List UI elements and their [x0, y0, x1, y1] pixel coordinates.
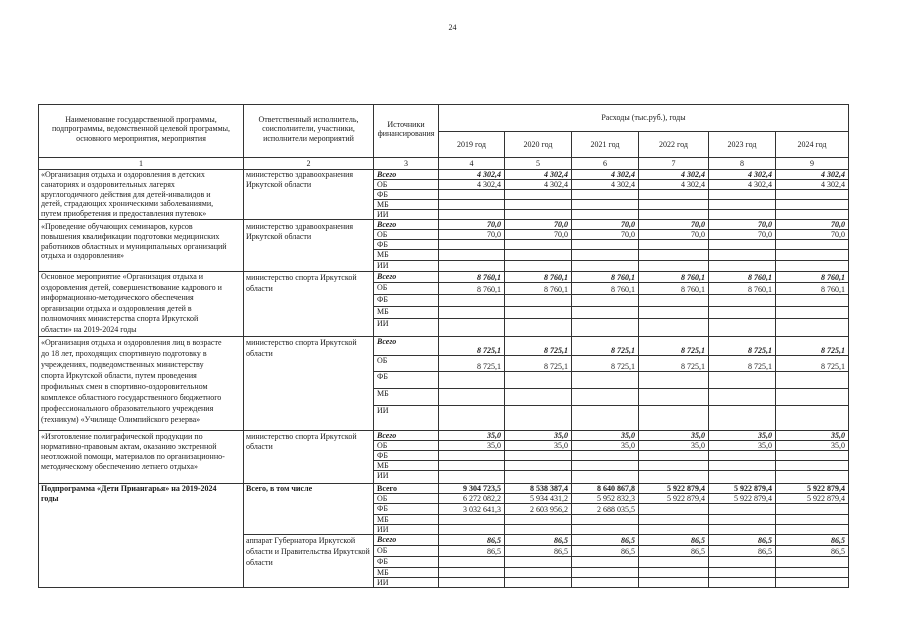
amount-cell: 8 640 867,8: [571, 483, 639, 494]
executor-line: министерство здравоохранения: [246, 222, 354, 231]
header-executor-line: исполнители мероприятий: [263, 133, 354, 143]
amount-cell: 86,5: [708, 534, 776, 546]
amount-cell: 4 302,4: [504, 169, 572, 180]
source-label-cell: ФБ: [373, 556, 439, 568]
amount-cell: 5 934 431,2: [504, 493, 572, 504]
executor-line: Иркутской области: [246, 179, 312, 189]
executor-cell: [243, 271, 374, 337]
amount-cell: 8 725,1: [708, 355, 776, 372]
program-name-line: «Изготовление полиграфической продукции по: [41, 432, 203, 441]
amount-cell: 70,0: [775, 229, 849, 240]
header-year-cell: 2023 год: [708, 131, 776, 158]
program-name-line: Основное мероприятие «Организация отдыха и: [41, 272, 204, 281]
amount-cell: 8 760,1: [504, 282, 572, 295]
source-label-cell: ФБ: [373, 294, 439, 307]
program-name-line: полномочиях министерства спорта Иркутской: [41, 314, 199, 324]
program-name-cell: [38, 271, 244, 337]
amount-cell: 4 302,4: [571, 169, 639, 180]
amount-cell: 8 725,1: [438, 336, 505, 356]
source-label-cell: Всего: [373, 169, 439, 180]
header-executor-line: соисполнители, участники,: [262, 124, 355, 134]
program-name-line: спорта Иркутской области, путем проведения: [41, 371, 197, 380]
amount-cell: 70,0: [638, 219, 709, 230]
amount-cell: 35,0: [775, 440, 849, 451]
amount-cell: 35,0: [708, 440, 776, 451]
source-label-cell: ИИ: [373, 209, 439, 220]
amount-cell: 4 302,4: [638, 179, 709, 190]
source-label-cell: ФБ: [373, 239, 439, 250]
column-number-cell: 4: [438, 157, 505, 170]
amount-cell: 35,0: [708, 430, 776, 441]
column-number-cell: 6: [571, 157, 639, 170]
program-name-line: организации отдыха и оздоровления детей в: [41, 303, 192, 313]
header-name-line: Наименование государственной программы,: [65, 114, 217, 124]
amount-cell: [438, 318, 505, 337]
amount-cell: [571, 470, 639, 484]
amount-cell: [775, 371, 849, 389]
amount-cell: 4 302,4: [504, 179, 572, 190]
amount-cell: 70,0: [438, 219, 505, 230]
amount-cell: 70,0: [504, 219, 572, 230]
amount-cell: 8 760,1: [571, 282, 639, 295]
amount-cell: 70,0: [504, 229, 572, 240]
executor-line: Иркутской области: [246, 231, 312, 241]
source-label-cell: ФБ: [373, 371, 439, 389]
amount-cell: [775, 318, 849, 337]
amount-cell: [571, 388, 639, 406]
amount-cell: [438, 577, 505, 588]
amount-cell: 8 760,1: [438, 282, 505, 295]
header-source-line: Источники: [387, 119, 425, 129]
amount-cell: 5 922 879,4: [708, 483, 776, 494]
executor-cell: [243, 430, 374, 484]
amount-cell: 8 725,1: [638, 336, 709, 356]
amount-cell: 4 302,4: [775, 169, 849, 180]
source-label-cell: ОБ: [373, 179, 439, 190]
amount-cell: 86,5: [638, 534, 709, 546]
amount-cell: 86,5: [571, 545, 639, 557]
program-name-line: (техникум) «Училище Олимпийского резерва»: [41, 415, 201, 424]
executor-cell: [243, 483, 374, 535]
source-label-cell: ОБ: [373, 229, 439, 240]
source-label-cell: ОБ: [373, 440, 439, 451]
source-label-cell: МБ: [373, 567, 439, 578]
program-name-line: «Организация отдыха и оздоровления в детских: [41, 170, 205, 179]
program-name-line: Подпрограмма «Дети Приангарья» на 2019-2024: [41, 484, 217, 493]
executor-cell: [243, 336, 374, 431]
amount-cell: 8 725,1: [638, 355, 709, 372]
amount-cell: 8 725,1: [571, 336, 639, 356]
header-executor-cell: [243, 104, 374, 158]
amount-cell: 8 760,1: [775, 282, 849, 295]
amount-cell: 70,0: [638, 229, 709, 240]
source-label-cell: ИИ: [373, 577, 439, 588]
executor-line: области: [246, 558, 273, 567]
amount-cell: 35,0: [638, 440, 709, 451]
amount-cell: [638, 388, 709, 406]
amount-cell: [571, 371, 639, 389]
program-name-line: работников областных и муниципальных организаций: [41, 241, 227, 251]
amount-cell: 35,0: [571, 430, 639, 441]
source-label-cell: ФБ: [373, 503, 439, 515]
header-year-cell: 2024 год: [775, 131, 849, 158]
program-name-line: повышения квалификации подготовки медицинских: [41, 231, 220, 241]
amount-cell: 4 302,4: [438, 169, 505, 180]
source-label-cell: МБ: [373, 199, 439, 210]
source-label-cell: Всего: [373, 430, 439, 441]
amount-cell: 8 725,1: [775, 336, 849, 356]
amount-cell: [504, 577, 572, 588]
program-name-line: профессионального образовательного учреждения: [41, 404, 214, 413]
amount-cell: [638, 470, 709, 484]
amount-cell: 5 922 879,4: [775, 483, 849, 494]
amount-cell: 70,0: [708, 219, 776, 230]
program-name-line: путем приобретения и предоставления путевок»: [41, 209, 207, 219]
amount-cell: [438, 405, 505, 431]
amount-cell: 8 760,1: [775, 271, 849, 283]
amount-cell: [638, 371, 709, 389]
amount-cell: 35,0: [504, 440, 572, 451]
program-name-cell: [38, 483, 244, 588]
amount-cell: 70,0: [571, 219, 639, 230]
source-label-cell: МБ: [373, 306, 439, 319]
amount-cell: 8 725,1: [504, 355, 572, 372]
executor-cell: [243, 219, 374, 272]
amount-cell: [638, 318, 709, 337]
source-label-cell: Всего: [373, 534, 439, 546]
executor-line: области: [246, 284, 273, 293]
source-label-cell: МБ: [373, 514, 439, 525]
program-name-line: годы: [41, 494, 59, 503]
program-name-line: методическому обеспечению летнего отдыха»: [41, 462, 198, 471]
program-name-cell: [38, 169, 244, 220]
program-name-cell: [38, 430, 244, 484]
executor-line: аппарат Губернатора Иркутской: [246, 536, 356, 545]
amount-cell: 70,0: [775, 219, 849, 230]
source-label-cell: ОБ: [373, 545, 439, 557]
amount-cell: 35,0: [438, 440, 505, 451]
page-number: 24: [448, 23, 457, 32]
amount-cell: [775, 470, 849, 484]
source-label-cell: ОБ: [373, 493, 439, 504]
program-name-line: учреждениях, подведомственных министерству: [41, 360, 204, 369]
program-name-line: информационно-методического обеспечения: [41, 293, 194, 303]
program-name-line: круглогодичного действия для детей-инвалидов и: [41, 189, 211, 199]
amount-cell: 6 272 082,2: [438, 493, 505, 504]
amount-cell: [638, 405, 709, 431]
amount-cell: 9 304 723,5: [438, 483, 505, 494]
column-number-cell: 9: [775, 157, 849, 170]
amount-cell: 8 538 387,4: [504, 483, 572, 494]
amount-cell: [504, 470, 572, 484]
column-number-cell: 3: [373, 157, 439, 170]
amount-cell: 8 725,1: [775, 355, 849, 372]
amount-cell: 8 725,1: [708, 336, 776, 356]
source-label-cell: ФБ: [373, 189, 439, 200]
program-name-line: комплексе областного государственного бюджетного: [41, 393, 222, 402]
source-label-cell: ОБ: [373, 355, 439, 372]
column-number-cell: 1: [38, 157, 244, 170]
source-label-cell: ИИ: [373, 318, 439, 337]
amount-cell: 70,0: [571, 229, 639, 240]
amount-cell: 4 302,4: [571, 179, 639, 190]
column-number-cell: 5: [504, 157, 572, 170]
program-name-line: области» на 2019-2024 годы: [41, 324, 137, 334]
amount-cell: 8 725,1: [571, 355, 639, 372]
header-name-line: подпрограммы, ведомственной целевой программы,: [51, 124, 231, 134]
amount-cell: 2 688 035,5: [571, 503, 639, 515]
budget-table: [38, 104, 849, 588]
header-expenses-cell: Расходы (тыс.руб.), годы: [438, 104, 849, 132]
amount-cell: [708, 388, 776, 406]
header-name-cell: [38, 104, 244, 158]
amount-cell: 86,5: [504, 534, 572, 546]
source-label-cell: МБ: [373, 249, 439, 261]
executor-line: министерство спорта Иркутской: [246, 273, 357, 282]
source-label-cell: Всего: [373, 219, 439, 230]
source-label-cell: ИИ: [373, 470, 439, 484]
executor-line: области: [246, 349, 273, 358]
amount-cell: [708, 577, 776, 588]
amount-cell: 86,5: [438, 534, 505, 546]
amount-cell: [775, 405, 849, 431]
source-label-cell: Всего: [373, 336, 439, 356]
amount-cell: [438, 371, 505, 389]
source-label-cell: ФБ: [373, 450, 439, 461]
amount-cell: [775, 388, 849, 406]
source-label-cell: МБ: [373, 460, 439, 471]
amount-cell: 4 302,4: [775, 179, 849, 190]
program-name-line: нормативно-правовым актам, оказанию экстренной: [41, 442, 217, 451]
program-name-line: санаториях и оздоровительных лагерях: [41, 179, 175, 189]
amount-cell: 35,0: [638, 430, 709, 441]
column-number-cell: 7: [638, 157, 709, 170]
column-number-cell: 8: [708, 157, 776, 170]
executor-cell: [243, 534, 374, 588]
amount-cell: 70,0: [438, 229, 505, 240]
amount-cell: 8 760,1: [638, 282, 709, 295]
amount-cell: 35,0: [571, 440, 639, 451]
amount-cell: 35,0: [438, 430, 505, 441]
amount-cell: [504, 318, 572, 337]
header-source-line: финансирования: [377, 129, 435, 138]
executor-line: министерство спорта Иркутской: [246, 432, 357, 441]
amount-cell: 35,0: [504, 430, 572, 441]
executor-line: министерство здравоохранения: [246, 170, 354, 179]
amount-cell: [571, 318, 639, 337]
amount-cell: 8 760,1: [708, 271, 776, 283]
amount-cell: 8 725,1: [504, 336, 572, 356]
program-name-line: оздоровления детей, совершенствование кадрового и: [41, 282, 222, 292]
amount-cell: [571, 577, 639, 588]
header-year-cell: 2021 год: [571, 131, 639, 158]
amount-cell: 86,5: [571, 534, 639, 546]
amount-cell: 8 760,1: [438, 271, 505, 283]
amount-cell: 4 302,4: [708, 169, 776, 180]
amount-cell: 2 603 956,2: [504, 503, 572, 515]
amount-cell: 4 302,4: [638, 169, 709, 180]
program-name-cell: [38, 336, 244, 431]
source-label-cell: ИИ: [373, 524, 439, 535]
source-label-cell: Всего: [373, 271, 439, 283]
source-label-cell: ОБ: [373, 282, 439, 295]
amount-cell: 5 922 879,4: [775, 493, 849, 504]
header-source-cell: [373, 104, 439, 158]
header-name-line: основного мероприятия, мероприятия: [76, 133, 206, 143]
amount-cell: [571, 405, 639, 431]
amount-cell: 35,0: [775, 430, 849, 441]
amount-cell: 8 725,1: [438, 355, 505, 372]
amount-cell: 86,5: [708, 545, 776, 557]
amount-cell: 8 760,1: [571, 271, 639, 283]
amount-cell: [504, 371, 572, 389]
source-label-cell: Всего: [373, 483, 439, 494]
amount-cell: 4 302,4: [708, 179, 776, 190]
amount-cell: 86,5: [775, 534, 849, 546]
amount-cell: [708, 318, 776, 337]
source-label-cell: ИИ: [373, 260, 439, 272]
program-name-line: до 18 лет, проходящих спортивную подготовку в: [41, 349, 207, 358]
amount-cell: 5 922 879,4: [638, 493, 709, 504]
amount-cell: [438, 388, 505, 406]
header-executor-line: Ответственный исполнитель,: [258, 114, 359, 124]
amount-cell: [708, 470, 776, 484]
amount-cell: 86,5: [775, 545, 849, 557]
amount-cell: 5 922 879,4: [708, 493, 776, 504]
executor-cell: [243, 169, 374, 220]
executor-line: Всего, в том числе: [246, 484, 313, 493]
amount-cell: [504, 388, 572, 406]
amount-cell: 86,5: [438, 545, 505, 557]
amount-cell: [708, 405, 776, 431]
amount-cell: [775, 577, 849, 588]
amount-cell: 86,5: [638, 545, 709, 557]
program-name-cell: [38, 219, 244, 272]
amount-cell: 4 302,4: [438, 179, 505, 190]
source-label-cell: МБ: [373, 388, 439, 406]
amount-cell: 3 032 641,3: [438, 503, 505, 515]
executor-line: области: [246, 442, 273, 451]
amount-cell: 5 922 879,4: [638, 483, 709, 494]
amount-cell: [708, 371, 776, 389]
amount-cell: 8 760,1: [708, 282, 776, 295]
program-name-line: детей, страдающих хроническими заболеваниями,: [41, 199, 214, 209]
column-number-cell: 2: [243, 157, 374, 170]
executor-line: области и Правительства Иркутской: [246, 547, 370, 556]
amount-cell: 70,0: [708, 229, 776, 240]
amount-cell: 8 760,1: [504, 271, 572, 283]
source-label-cell: ИИ: [373, 405, 439, 431]
program-name-line: профильных смен в спортивно-оздоровительном: [41, 382, 208, 391]
amount-cell: 86,5: [504, 545, 572, 557]
amount-cell: [504, 405, 572, 431]
program-name-line: отдыха и оздоровления»: [41, 251, 124, 261]
executor-line: министерство спорта Иркутской: [246, 338, 357, 347]
header-year-cell: 2022 год: [638, 131, 709, 158]
header-year-cell: 2019 год: [438, 131, 505, 158]
program-name-line: неотложной помощи, материалов по организационно-: [41, 452, 225, 461]
header-year-cell: 2020 год: [504, 131, 572, 158]
amount-cell: [638, 577, 709, 588]
program-name-line: «Проведение обучающих семинаров, курсов: [41, 222, 193, 231]
amount-cell: 8 760,1: [638, 271, 709, 283]
amount-cell: 5 952 832,3: [571, 493, 639, 504]
program-name-line: «Организация отдыха и оздоровления лиц в возрасте: [41, 338, 222, 347]
amount-cell: [438, 470, 505, 484]
